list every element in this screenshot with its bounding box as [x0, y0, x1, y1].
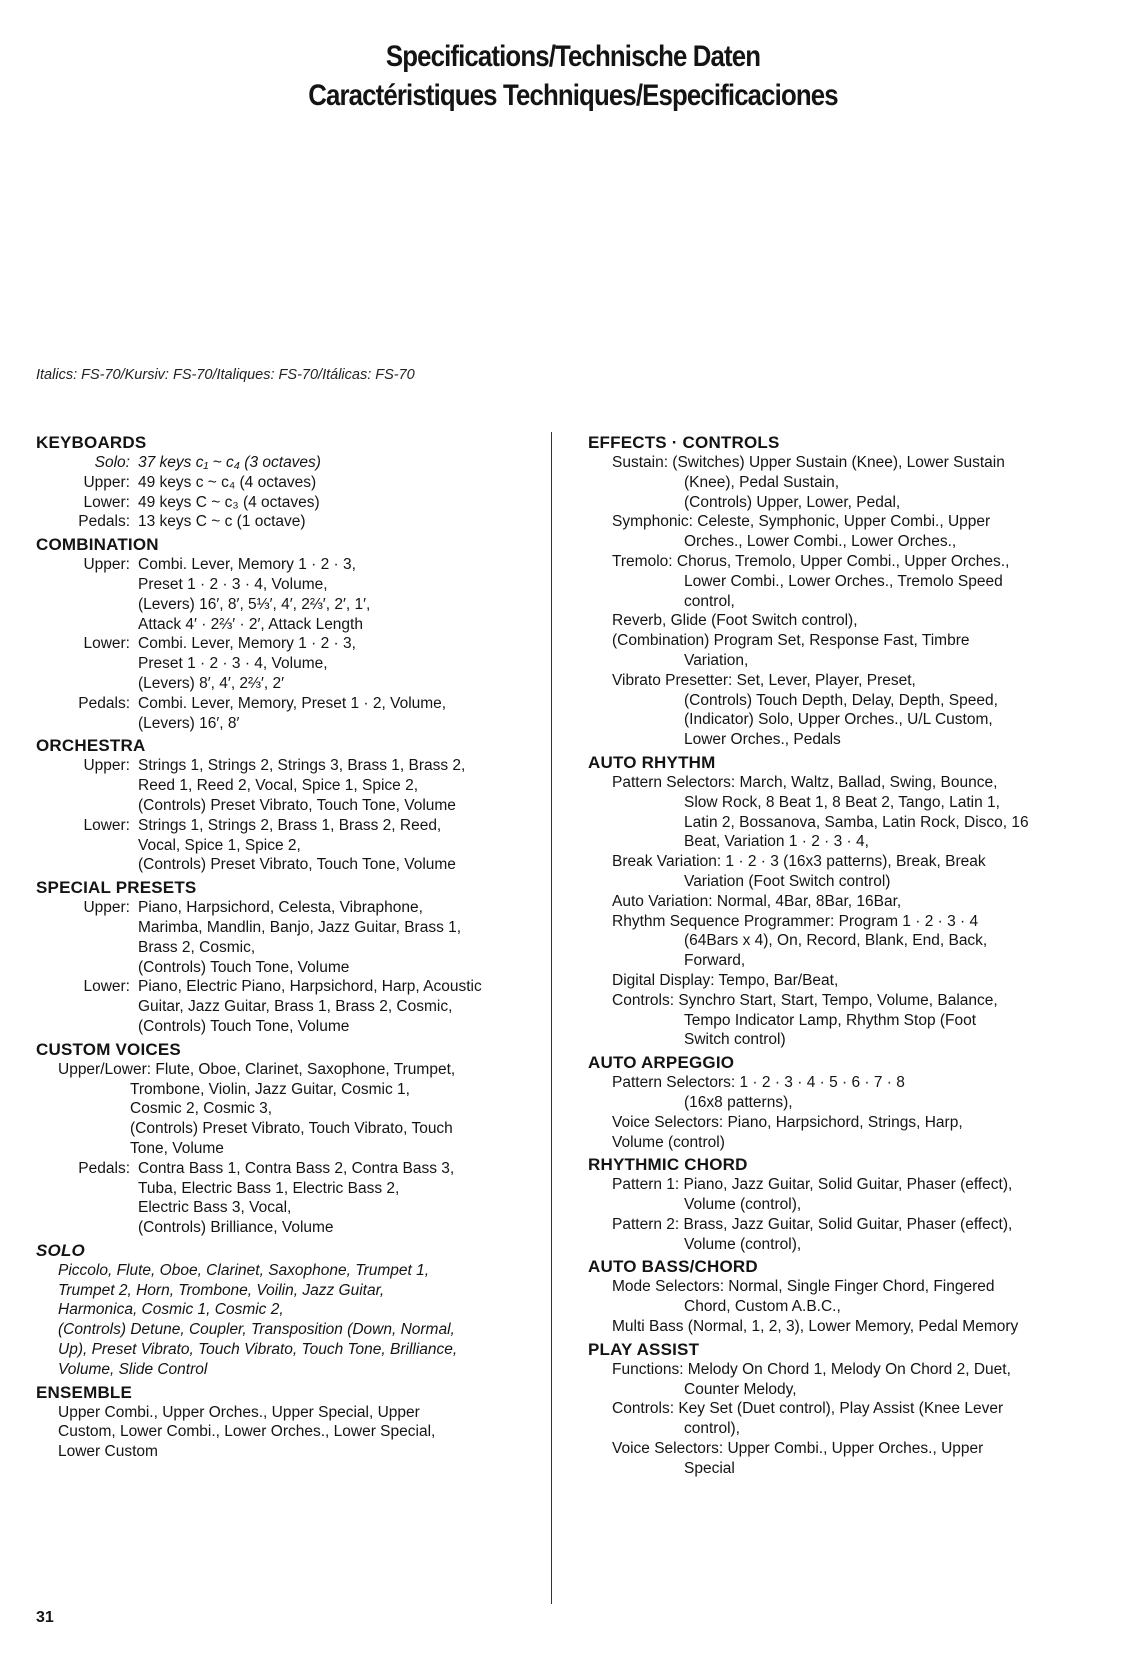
paragraph-line: Up), Preset Vibrato, Touch Vibrato, Touch Tone, Brilliance, — [58, 1341, 458, 1359]
section-heading: ENSEMBLE — [36, 1382, 133, 1402]
spec-label: Lower: — [83, 978, 130, 996]
spec-line: Tremolo: Chorus, Tremolo, Upper Combi., Upper Orches., — [612, 552, 1010, 570]
spec-line: Cosmic 2, Cosmic 3, — [130, 1100, 273, 1118]
spec-line: Piano, Harpsichord, Celesta, Vibraphone, — [138, 899, 423, 917]
spec-label: Upper: — [83, 556, 130, 574]
spec-line: Volume (control), — [684, 1196, 802, 1214]
spec-entry — [36, 898, 536, 977]
spec-line: (Levers) 16′, 8′, 5⅓′, 4′, 2⅔′, 2′, 1′, — [138, 595, 371, 613]
spec-line: Variation (Foot Switch control) — [684, 872, 891, 890]
spec-values — [138, 977, 536, 1036]
spec-line: Break Variation: 1 · 2 · 3 (16x3 patterns), Break, Break — [612, 853, 986, 871]
spec-section — [36, 1240, 536, 1380]
spec-entry — [588, 1133, 1118, 1153]
spec-label: Pedals: — [78, 694, 130, 712]
spec-line: Orches., Lower Combi., Lower Orches., — [684, 533, 957, 551]
spec-line: Lower Combi., Lower Orches., Tremolo Speed — [684, 572, 1003, 590]
spec-line: control), — [684, 1420, 740, 1438]
paragraph-line: Trumpet 2, Horn, Trombone, Voilin, Jazz Guitar, — [58, 1281, 385, 1299]
spec-entry — [588, 1360, 1118, 1400]
spec-line: (Controls) Touch Tone, Volume — [138, 1017, 350, 1035]
spec-section — [36, 432, 536, 532]
section-heading: ORCHESTRA — [36, 736, 146, 756]
section-heading: KEYBOARDS — [36, 433, 147, 452]
spec-line: Controls: Synchro Start, Start, Tempo, Volume, Balance, — [612, 991, 998, 1009]
spec-line: Combi. Lever, Memory 1 · 2 · 3, — [138, 556, 356, 574]
spec-line: (Indicator) Solo, Upper Orches., U/L Custom, — [684, 711, 993, 729]
spec-line: 49 keys C ~ c₃ (4 octaves) — [138, 493, 320, 511]
paragraph-line: Upper Combi., Upper Orches., Upper Special, Upper — [58, 1403, 420, 1421]
spec-entry — [36, 634, 536, 693]
spec-entry — [36, 473, 536, 493]
spec-line: (64Bars x 4), On, Record, Blank, End, Back, — [684, 932, 988, 950]
spec-section — [36, 735, 536, 875]
spec-line: Preset 1 · 2 · 3 · 4, Volume, — [138, 575, 328, 593]
section-heading: SOLO — [36, 1240, 85, 1260]
spec-values — [138, 898, 536, 977]
spec-line: (Controls) Upper, Lower, Pedal, — [684, 493, 901, 511]
section-heading: SPECIAL PRESETS — [36, 878, 197, 898]
paragraph-line: Piccolo, Flute, Oboe, Clarinet, Saxophone, Trumpet 1, — [58, 1261, 430, 1279]
spec-entry — [588, 552, 1118, 611]
paragraph-line: Harmonica, Cosmic 1, Cosmic 2, — [58, 1301, 284, 1319]
spec-label: Upper: — [83, 473, 130, 491]
spec-values — [138, 756, 536, 815]
spec-section — [588, 752, 1118, 1050]
spec-label: Upper: — [83, 899, 130, 917]
spec-entry — [588, 1317, 1118, 1337]
spec-entry — [588, 852, 1118, 892]
spec-entry — [588, 991, 1118, 1050]
spec-entry — [36, 555, 536, 634]
spec-line: (Knee), Pedal Sustain, — [684, 473, 840, 491]
spec-line: Trombone, Violin, Jazz Guitar, Cosmic 1, — [130, 1080, 410, 1098]
spec-values — [138, 512, 536, 532]
spec-line: Vibrato Presetter: Set, Lever, Player, Preset, — [612, 671, 916, 689]
spec-line: Pattern Selectors: March, Waltz, Ballad, Swing, Bounce, — [612, 773, 998, 791]
spec-line: Pattern Selectors: 1 · 2 · 3 · 4 · 5 · 6 · 7 · 8 — [612, 1074, 905, 1092]
spec-line: Volume (control), — [684, 1235, 802, 1253]
spec-entry — [588, 1277, 1118, 1317]
section-heading: CUSTOM VOICES — [36, 1039, 181, 1059]
paragraph-line: Lower Custom — [58, 1443, 158, 1461]
section-heading: COMBINATION — [36, 535, 159, 555]
spec-line: (Levers) 16′, 8′ — [138, 714, 240, 732]
spec-line: Flute, Oboe, Clarinet, Saxophone, Trumpet, — [155, 1060, 456, 1078]
spec-section — [36, 1039, 536, 1238]
spec-line: Combi. Lever, Memory 1 · 2 · 3, — [138, 635, 356, 653]
paragraph-line: (Controls) Detune, Coupler, Transposition (Down, Normal, — [58, 1321, 455, 1339]
spec-line: Pattern 2: Brass, Jazz Guitar, Solid Guitar, Phaser (effect), — [612, 1215, 1013, 1233]
spec-line: 13 keys C ~ c (1 octave) — [138, 513, 306, 531]
spec-entry — [36, 1060, 536, 1159]
page-number: 31 — [36, 1609, 54, 1626]
spec-line: Strings 1, Strings 2, Brass 1, Brass 2, Reed, — [138, 816, 442, 834]
spec-line: (Controls) Brilliance, Volume — [138, 1219, 334, 1237]
page-title-line-2: Caractéristiques Techniques/Especificaciones — [308, 79, 838, 112]
spec-section — [588, 1339, 1118, 1479]
spec-line: Volume (control) — [612, 1133, 725, 1151]
section-heading: AUTO BASS/CHORD — [588, 1257, 758, 1277]
spec-section — [588, 432, 1118, 750]
spec-entry — [588, 453, 1118, 512]
spec-line: Tuba, Electric Bass 1, Electric Bass 2, — [138, 1179, 400, 1197]
spec-entry — [588, 631, 1118, 671]
spec-values — [138, 634, 536, 693]
spec-values — [138, 816, 536, 875]
spec-entry — [588, 512, 1118, 552]
spec-line: Rhythm Sequence Programmer: Program 1 · 2 · 3 · 4 — [612, 912, 979, 930]
spec-line: Voice Selectors: Piano, Harpsichord, Strings, Harp, — [612, 1113, 963, 1131]
spec-entry — [588, 611, 1118, 631]
spec-values — [138, 555, 536, 634]
spec-line: Variation, — [684, 651, 749, 669]
spec-entry — [588, 1399, 1118, 1439]
section-heading: AUTO ARPEGGIO — [588, 1053, 735, 1073]
spec-entry — [588, 1215, 1118, 1255]
spec-entry — [588, 892, 1118, 912]
spec-line: Voice Selectors: Upper Combi., Upper Orches., Upper — [612, 1440, 984, 1458]
section-heading: EFFECTS · CONTROLS — [588, 433, 780, 452]
spec-entry — [588, 1113, 1118, 1133]
spec-entry — [36, 1159, 536, 1238]
spec-line: (Combination) Program Set, Response Fast, Timbre — [612, 632, 970, 650]
italics-note: Italics: FS-70/Kursiv: FS-70/Italiques: FS-70/Itálicas: FS-70 — [36, 367, 415, 383]
spec-line: Chord, Custom A.B.C., — [684, 1298, 841, 1316]
spec-entry — [36, 756, 536, 815]
spec-line: (Levers) 8′, 4′, 2⅔′, 2′ — [138, 674, 285, 692]
paragraph-line: Custom, Lower Combi., Lower Orches., Lower Special, — [58, 1423, 436, 1441]
spec-line: Functions: Melody On Chord 1, Melody On Chord 2, Duet, — [612, 1360, 1011, 1378]
spec-line: Brass 2, Cosmic, — [138, 938, 256, 956]
spec-line: Contra Bass 1, Contra Bass 2, Contra Bass 3, — [138, 1159, 455, 1177]
spec-entry — [588, 971, 1118, 991]
spec-line: Controls: Key Set (Duet control), Play Assist (Knee Lever — [612, 1400, 1004, 1418]
spec-line: Attack 4′ · 2⅔′ · 2′, Attack Length — [138, 615, 363, 633]
spec-section — [588, 1154, 1118, 1254]
spec-line: Marimba, Mandlin, Banjo, Jazz Guitar, Brass 1, — [138, 918, 462, 936]
spec-line: Forward, — [684, 952, 746, 970]
spec-label: Lower: — [83, 816, 130, 834]
spec-entry — [588, 1439, 1118, 1479]
spec-line: Sustain: (Switches) Upper Sustain (Knee), Lower Sustain — [612, 454, 1005, 471]
spec-label: Upper: — [83, 757, 130, 775]
spec-line: Auto Variation: Normal, 4Bar, 8Bar, 16Bar, — [612, 892, 902, 910]
spec-line: (Controls) Touch Depth, Delay, Depth, Speed, — [684, 691, 998, 709]
spec-entry — [588, 773, 1118, 852]
spec-line: Reed 1, Reed 2, Vocal, Spice 1, Spice 2, — [138, 777, 419, 795]
spec-section — [36, 1382, 536, 1462]
spec-label: Lower: — [83, 493, 130, 511]
spec-line: Strings 1, Strings 2, Strings 3, Brass 1, Brass 2, — [138, 757, 466, 775]
spec-line: Tempo Indicator Lamp, Rhythm Stop (Foot — [684, 1011, 977, 1029]
spec-entry — [36, 453, 536, 473]
spec-line: Guitar, Jazz Guitar, Brass 1, Brass 2, Cosmic, — [138, 998, 453, 1016]
spec-entry — [36, 694, 536, 734]
spec-line: Piano, Electric Piano, Harpsichord, Harp, Acoustic — [138, 978, 482, 996]
paragraph-line: Volume, Slide Control — [58, 1360, 208, 1378]
spec-values — [138, 493, 536, 513]
spec-line: Symphonic: Celeste, Symphonic, Upper Combi., Upper — [612, 513, 991, 531]
spec-line: Mode Selectors: Normal, Single Finger Chord, Fingered — [612, 1278, 995, 1296]
spec-values — [151, 1061, 455, 1078]
spec-values — [138, 453, 536, 473]
spec-section — [588, 1052, 1118, 1152]
spec-line: Latin 2, Bossanova, Samba, Latin Rock, Disco, 16 — [684, 813, 1029, 831]
spec-line: Multi Bass (Normal, 1, 2, 3), Lower Memory, Pedal Memory — [612, 1318, 1019, 1336]
spec-label: Pedals: — [78, 513, 130, 531]
spec-line: Pattern 1: Piano, Jazz Guitar, Solid Guitar, Phaser (effect), — [612, 1176, 1013, 1194]
spec-line: Counter Melody, — [684, 1380, 797, 1398]
section-heading: RHYTHMIC CHORD — [588, 1155, 748, 1175]
spec-line: 37 keys c₁ ~ c₄ (3 octaves) — [138, 454, 321, 471]
spec-line: (Controls) Preset Vibrato, Touch Tone, Volume — [138, 796, 456, 814]
page-title-line-1: Specifications/Technische Daten — [385, 40, 761, 73]
spec-line: (Controls) Touch Tone, Volume — [138, 958, 350, 976]
spec-label: Upper/Lower: — [58, 1060, 152, 1078]
spec-entry — [36, 512, 536, 532]
column-divider — [551, 432, 552, 1604]
spec-line: Tone, Volume — [130, 1139, 224, 1157]
spec-section — [36, 534, 536, 733]
spec-values — [138, 473, 536, 493]
spec-line: Reverb, Glide (Foot Switch control), — [612, 612, 858, 630]
spec-line: Combi. Lever, Memory, Preset 1 · 2, Volume, — [138, 694, 447, 712]
spec-entry — [588, 1073, 1118, 1113]
spec-line: control, — [684, 592, 735, 610]
spec-line: 49 keys c ~ c₄ (4 octaves) — [138, 473, 317, 491]
spec-line: Electric Bass 3, Vocal, — [138, 1199, 292, 1217]
spec-entry — [588, 1175, 1118, 1215]
spec-section — [36, 877, 536, 1037]
spec-label: Solo: — [94, 454, 130, 471]
section-heading: PLAY ASSIST — [588, 1339, 700, 1359]
spec-label: Lower: — [83, 635, 130, 653]
right-column — [588, 432, 1118, 1481]
spec-line: Slow Rock, 8 Beat 1, 8 Beat 2, Tango, Latin 1, — [684, 793, 1000, 811]
spec-section — [588, 1256, 1118, 1336]
spec-line: (16x8 patterns), — [684, 1093, 793, 1111]
spec-line: Lower Orches., Pedals — [684, 731, 841, 749]
spec-line: Beat, Variation 1 · 2 · 3 · 4, — [684, 833, 869, 851]
spec-entry — [36, 493, 536, 513]
section-heading: AUTO RHYTHM — [588, 752, 716, 772]
spec-entry — [36, 977, 536, 1036]
spec-line: Special — [684, 1459, 735, 1477]
spec-entry — [588, 912, 1118, 971]
spec-entry — [588, 671, 1118, 750]
spec-values — [138, 1159, 536, 1238]
spec-label: Pedals: — [78, 1159, 130, 1177]
spec-line: (Controls) Preset Vibrato, Touch Tone, Volume — [138, 856, 456, 874]
spec-line: Preset 1 · 2 · 3 · 4, Volume, — [138, 655, 328, 673]
left-column — [36, 432, 536, 1464]
spec-entry — [36, 816, 536, 875]
spec-line: Vocal, Spice 1, Spice 2, — [138, 836, 301, 854]
spec-line: Digital Display: Tempo, Bar/Beat, — [612, 971, 839, 989]
spec-line: (Controls) Preset Vibrato, Touch Vibrato, Touch — [130, 1120, 453, 1138]
spec-line: Switch control) — [684, 1031, 786, 1049]
spec-values — [138, 694, 536, 734]
